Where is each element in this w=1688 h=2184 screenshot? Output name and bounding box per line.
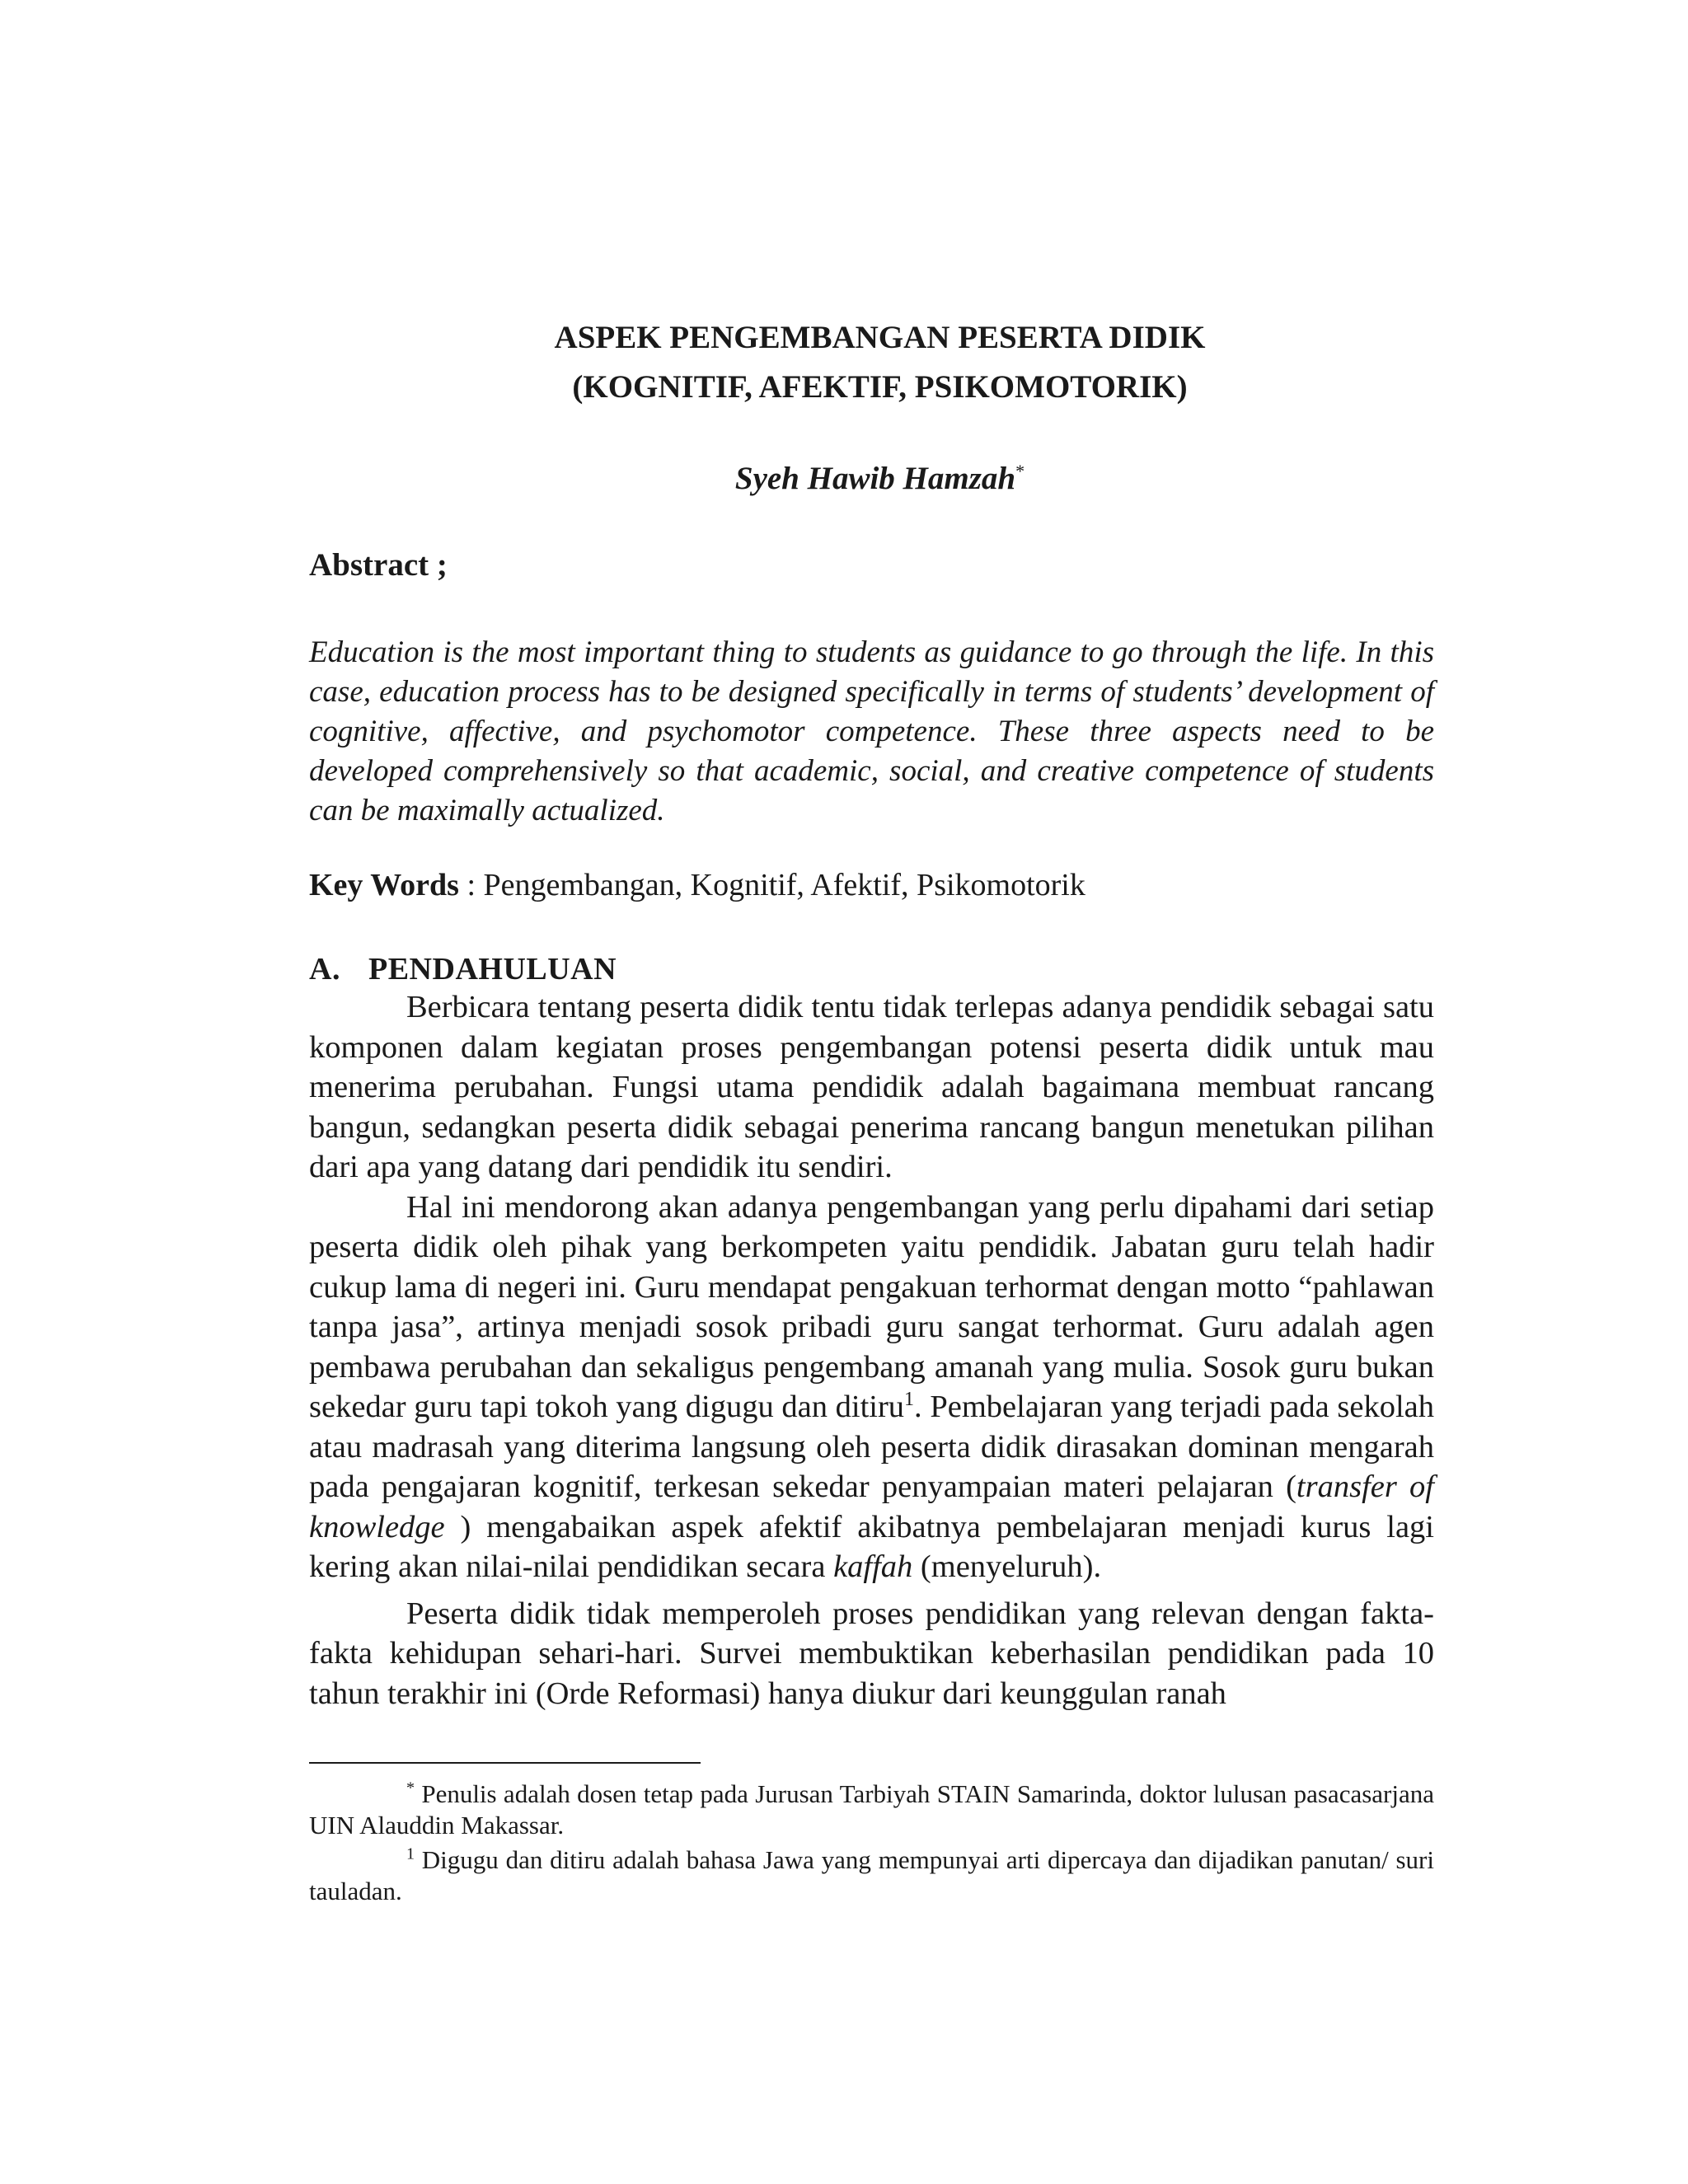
- paragraph-1: Berbicara tentang peserta didik tentu tidak terlepas adanya pendidik sebagai satu komponen dalam kegiatan proses pengembangan potensi peserta didik untuk mau menerima perubahan. Fungsi utama pendidik adalah bagaimana membuat rancang bangun, sedangkan peserta didik sebagai penerima rancang bangun menetukan pilihan dari apa yang datang dari pendidik itu sendiri.: [309, 990, 1434, 1184]
- keywords-separator: :: [458, 868, 484, 902]
- abstract-heading: Abstract ;: [309, 547, 448, 583]
- paragraph-2-part-c: ) mengabaikan aspek afektif akibatnya pembelajaran menjadi kurus lagi kering akan nilai-nilai pendidikan secara: [309, 1509, 1434, 1584]
- footnote-1-text: Penulis adalah dosen tetap pada Jurusan Tarbiyah STAIN Samarinda, doktor lulusan pasacasarjana UIN Alauddin Makassar.: [309, 1779, 1434, 1840]
- author-name: Syeh Hawib Hamzah: [734, 461, 1016, 496]
- paragraph-2-part-b: . Pembelajaran yang terjadi pada sekolah atau madrasah yang diterima langsung oleh peserta didik dirasakan dominan mengarah pada pengajaran kognitif, terkesan sekedar penyampaian materi pelajaran (: [309, 1390, 1434, 1504]
- footnote-ref-1: 1: [904, 1389, 915, 1411]
- keywords-line: [309, 867, 1434, 903]
- footnotes: [309, 1779, 1434, 1910]
- title-line-2: (KOGNITIF, AFEKTIF, PSIKOMOTORIK): [572, 369, 1188, 405]
- paragraph-2-part-d: (menyeluruh).: [912, 1549, 1102, 1584]
- footnote-1-mark: *: [406, 1779, 415, 1797]
- footnote-2: [309, 1844, 1434, 1907]
- paragraph-3: Peserta didik tidak memperoleh proses pendidikan yang relevan dengan fakta-fakta kehidupan sehari-hari. Survei membuktikan keberhasilan pendidikan pada 10 tahun terakhir ini (Orde Reformasi) hanya diukur dari keunggulan ranah: [309, 1596, 1434, 1711]
- paragraph-2: [309, 1188, 1434, 1587]
- footnote-divider: [309, 1762, 701, 1764]
- paragraph-2-italic-1: transfer of knowledge: [309, 1469, 1434, 1544]
- keywords-text: Pengembangan, Kognitif, Afektif, Psikomotorik: [483, 868, 1085, 902]
- section-number: A.: [309, 952, 340, 987]
- article: [309, 313, 1434, 1713]
- keywords-label: Key Words: [309, 868, 459, 902]
- paragraph-2-italic-2: kaffah: [833, 1549, 913, 1584]
- footnote-2-mark: 1: [406, 1844, 415, 1863]
- footnote-1: [309, 1779, 1434, 1841]
- title-line-1: ASPEK PENGEMBANGAN PESERTA DIDIK: [554, 320, 1206, 355]
- abstract-text: Education is the most important thing to students as guidance to go through the life. In this case, education process has to be designed specifically in terms of students’ development of cognitive, affective, and psychomotor competence. These three aspects need to be developed comprehensively so that academic, social, and creative competence of students can be maximally actualized.: [309, 635, 1434, 827]
- article-title: [326, 313, 1434, 412]
- paragraph-2-part-a: Hal ini mendorong akan adanya pengembangan yang perlu dipahami dari setiap peserta didik oleh pihak yang berkompeten yaitu pendidik. Jabatan guru telah hadir cukup lama di negeri ini. Guru mendapat pengakuan terhormat dengan motto “pahlawan tanpa jasa”, artinya menjadi sosok pribadi guru sangat terhormat. Guru adalah agen pembawa perubahan dan sekaligus pengembang amanah yang mulia. Sosok guru bukan sekedar guru tapi tokoh yang digugu dan ditiru: [309, 1189, 1434, 1424]
- author-line: [326, 460, 1434, 497]
- footnote-2-text: Digugu dan ditiru adalah bahasa Jawa yang mempunyai arti dipercaya dan dijadikan panutan/ suri tauladan.: [309, 1845, 1434, 1905]
- author-footnote-mark: *: [1015, 461, 1025, 481]
- section-title: PENDAHULUAN: [368, 952, 617, 987]
- section-heading: [309, 951, 1434, 987]
